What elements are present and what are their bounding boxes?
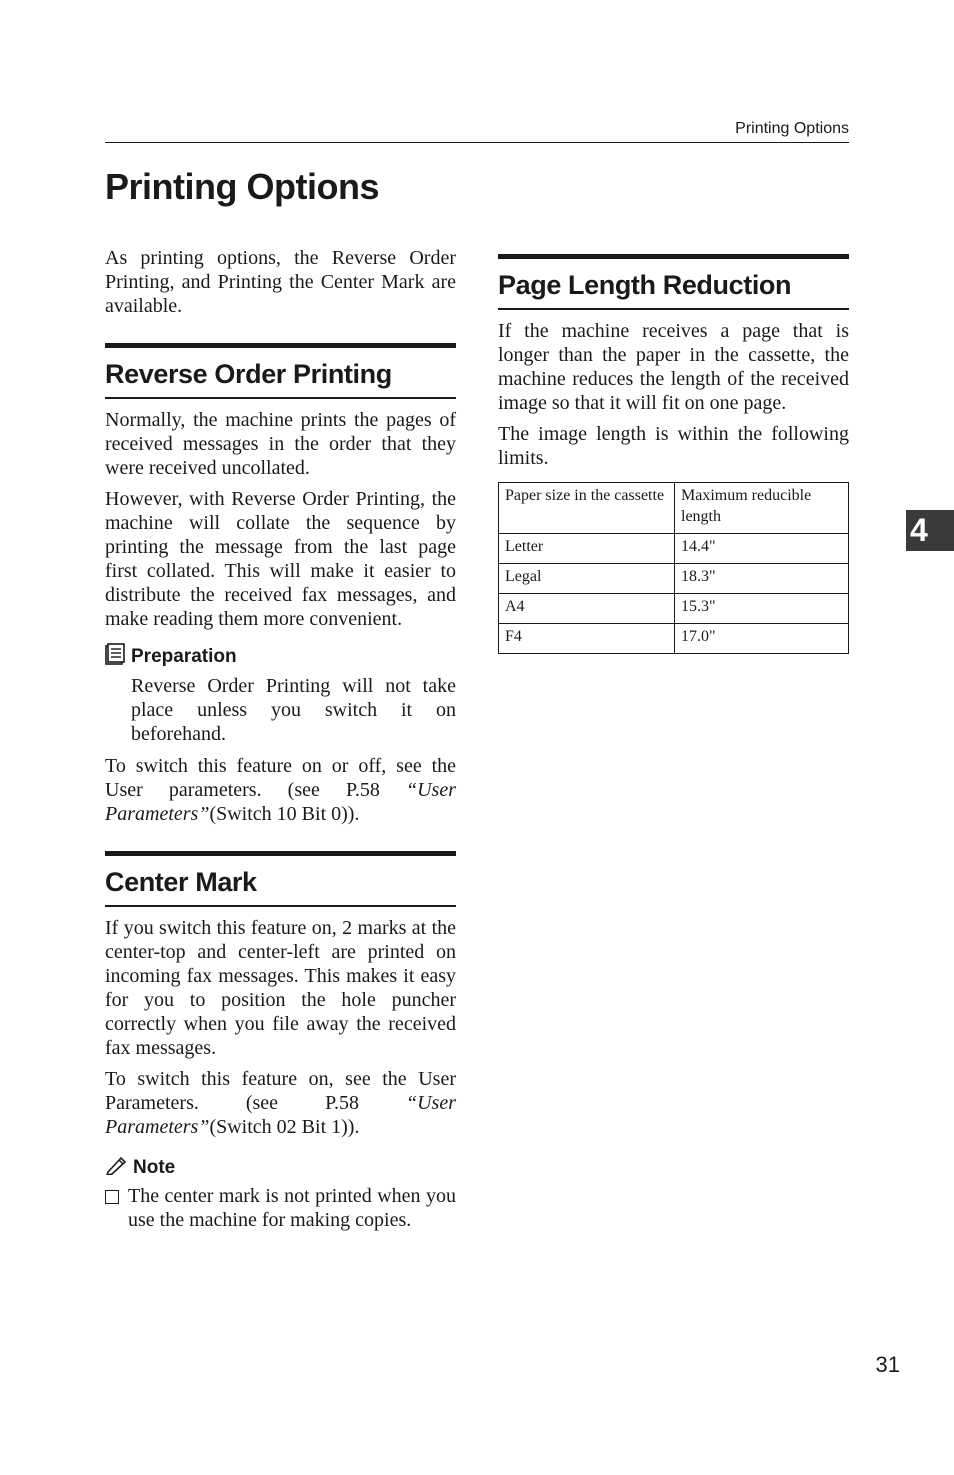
right-column [498, 254, 849, 654]
reverse-order-switch-text: To switch this feature on or off, see the User parameters. (see P.58 [105, 755, 456, 801]
preparation-body [105, 674, 456, 746]
reverse-order-switch-suffix: (Switch 10 Bit 0)). [209, 803, 360, 825]
table-cell: A4 [499, 594, 675, 624]
preparation-text: Reverse Order Printing will not take place unless you switch it on beforehand. [131, 675, 456, 745]
running-head: Printing Options [735, 120, 849, 137]
reverse-order-section [105, 343, 456, 826]
table-header-cell: Paper size in the cassette [499, 483, 675, 534]
table-header-cell: Maximum reducible length [675, 483, 849, 534]
table-row [499, 624, 849, 654]
center-mark-section [105, 851, 456, 1232]
left-column [105, 246, 456, 1232]
center-mark-body [105, 916, 456, 1232]
table-row [499, 594, 849, 624]
reverse-order-body [105, 408, 456, 826]
table-header-row [499, 483, 849, 534]
center-mark-paragraph: If you switch this feature on, 2 marks at the center-top and center-left are printed on incoming fax messages. This makes it easy for you to position the hole puncher correctly when you file away the received fax messages. [105, 917, 456, 1059]
center-mark-switch-suffix: (Switch 02 Bit 1)). [209, 1116, 360, 1138]
header-rule [105, 142, 849, 143]
note-label: Note [133, 1157, 176, 1178]
preparation-label: Preparation [131, 646, 237, 667]
table-cell: 17.0" [675, 624, 849, 654]
table-row [499, 564, 849, 594]
page-length-paragraph-1: If the machine receives a page that is longer than the paper in the cassette, the machine reduces the length of the received image so that it will fit on one page. [498, 320, 849, 414]
page-number: 31 [875, 1352, 900, 1377]
table-cell: 18.3" [675, 564, 849, 594]
preparation-heading [105, 643, 456, 671]
table-cell: 14.4" [675, 534, 849, 564]
reverse-order-switch-ref: “User Parameters” [105, 779, 456, 825]
intro-paragraph: As printing options, the Reverse Order Printing, and Printing the Center Mark are available. [105, 247, 456, 317]
table-cell: F4 [499, 624, 675, 654]
center-mark-switch-paragraph [105, 1067, 456, 1139]
checkbox-bullet-icon [105, 1190, 119, 1204]
checklist-icon [105, 643, 125, 671]
reverse-order-paragraph-1: Normally, the machine prints the pages of received messages in the order that they were received uncollated. [105, 409, 456, 479]
page-length-section [498, 254, 849, 654]
pencil-icon [105, 1155, 127, 1181]
table-row [499, 534, 849, 564]
center-mark-switch-text: To switch this feature on, see the User Parameters. (see P.58 [105, 1068, 456, 1114]
note-text: The center mark is not printed when you use the machine for making copies. [128, 1185, 456, 1231]
center-mark-heading: Center Mark [105, 851, 456, 907]
table-cell: 15.3" [675, 594, 849, 624]
reverse-order-switch-paragraph [105, 754, 456, 826]
page-length-paragraph-2: The image length is within the following limits. [498, 423, 849, 469]
center-mark-switch-ref: “User Parameters” [105, 1092, 456, 1138]
chapter-tab: 4 [906, 510, 954, 551]
page-length-heading: Page Length Reduction [498, 254, 849, 310]
reverse-order-paragraph-2: However, with Reverse Order Printing, the machine will collate the sequence by printing the message from the last page first collated. This will make it easier to distribute the received fax messages, and make reading them more convenient. [105, 488, 456, 630]
page-title: Printing Options [105, 166, 379, 207]
note-item [105, 1184, 456, 1232]
reverse-order-heading: Reverse Order Printing [105, 343, 456, 399]
table-cell: Letter [499, 534, 675, 564]
page-length-body [498, 319, 849, 654]
note-heading [105, 1155, 456, 1181]
table-cell: Legal [499, 564, 675, 594]
limits-table [498, 482, 849, 654]
